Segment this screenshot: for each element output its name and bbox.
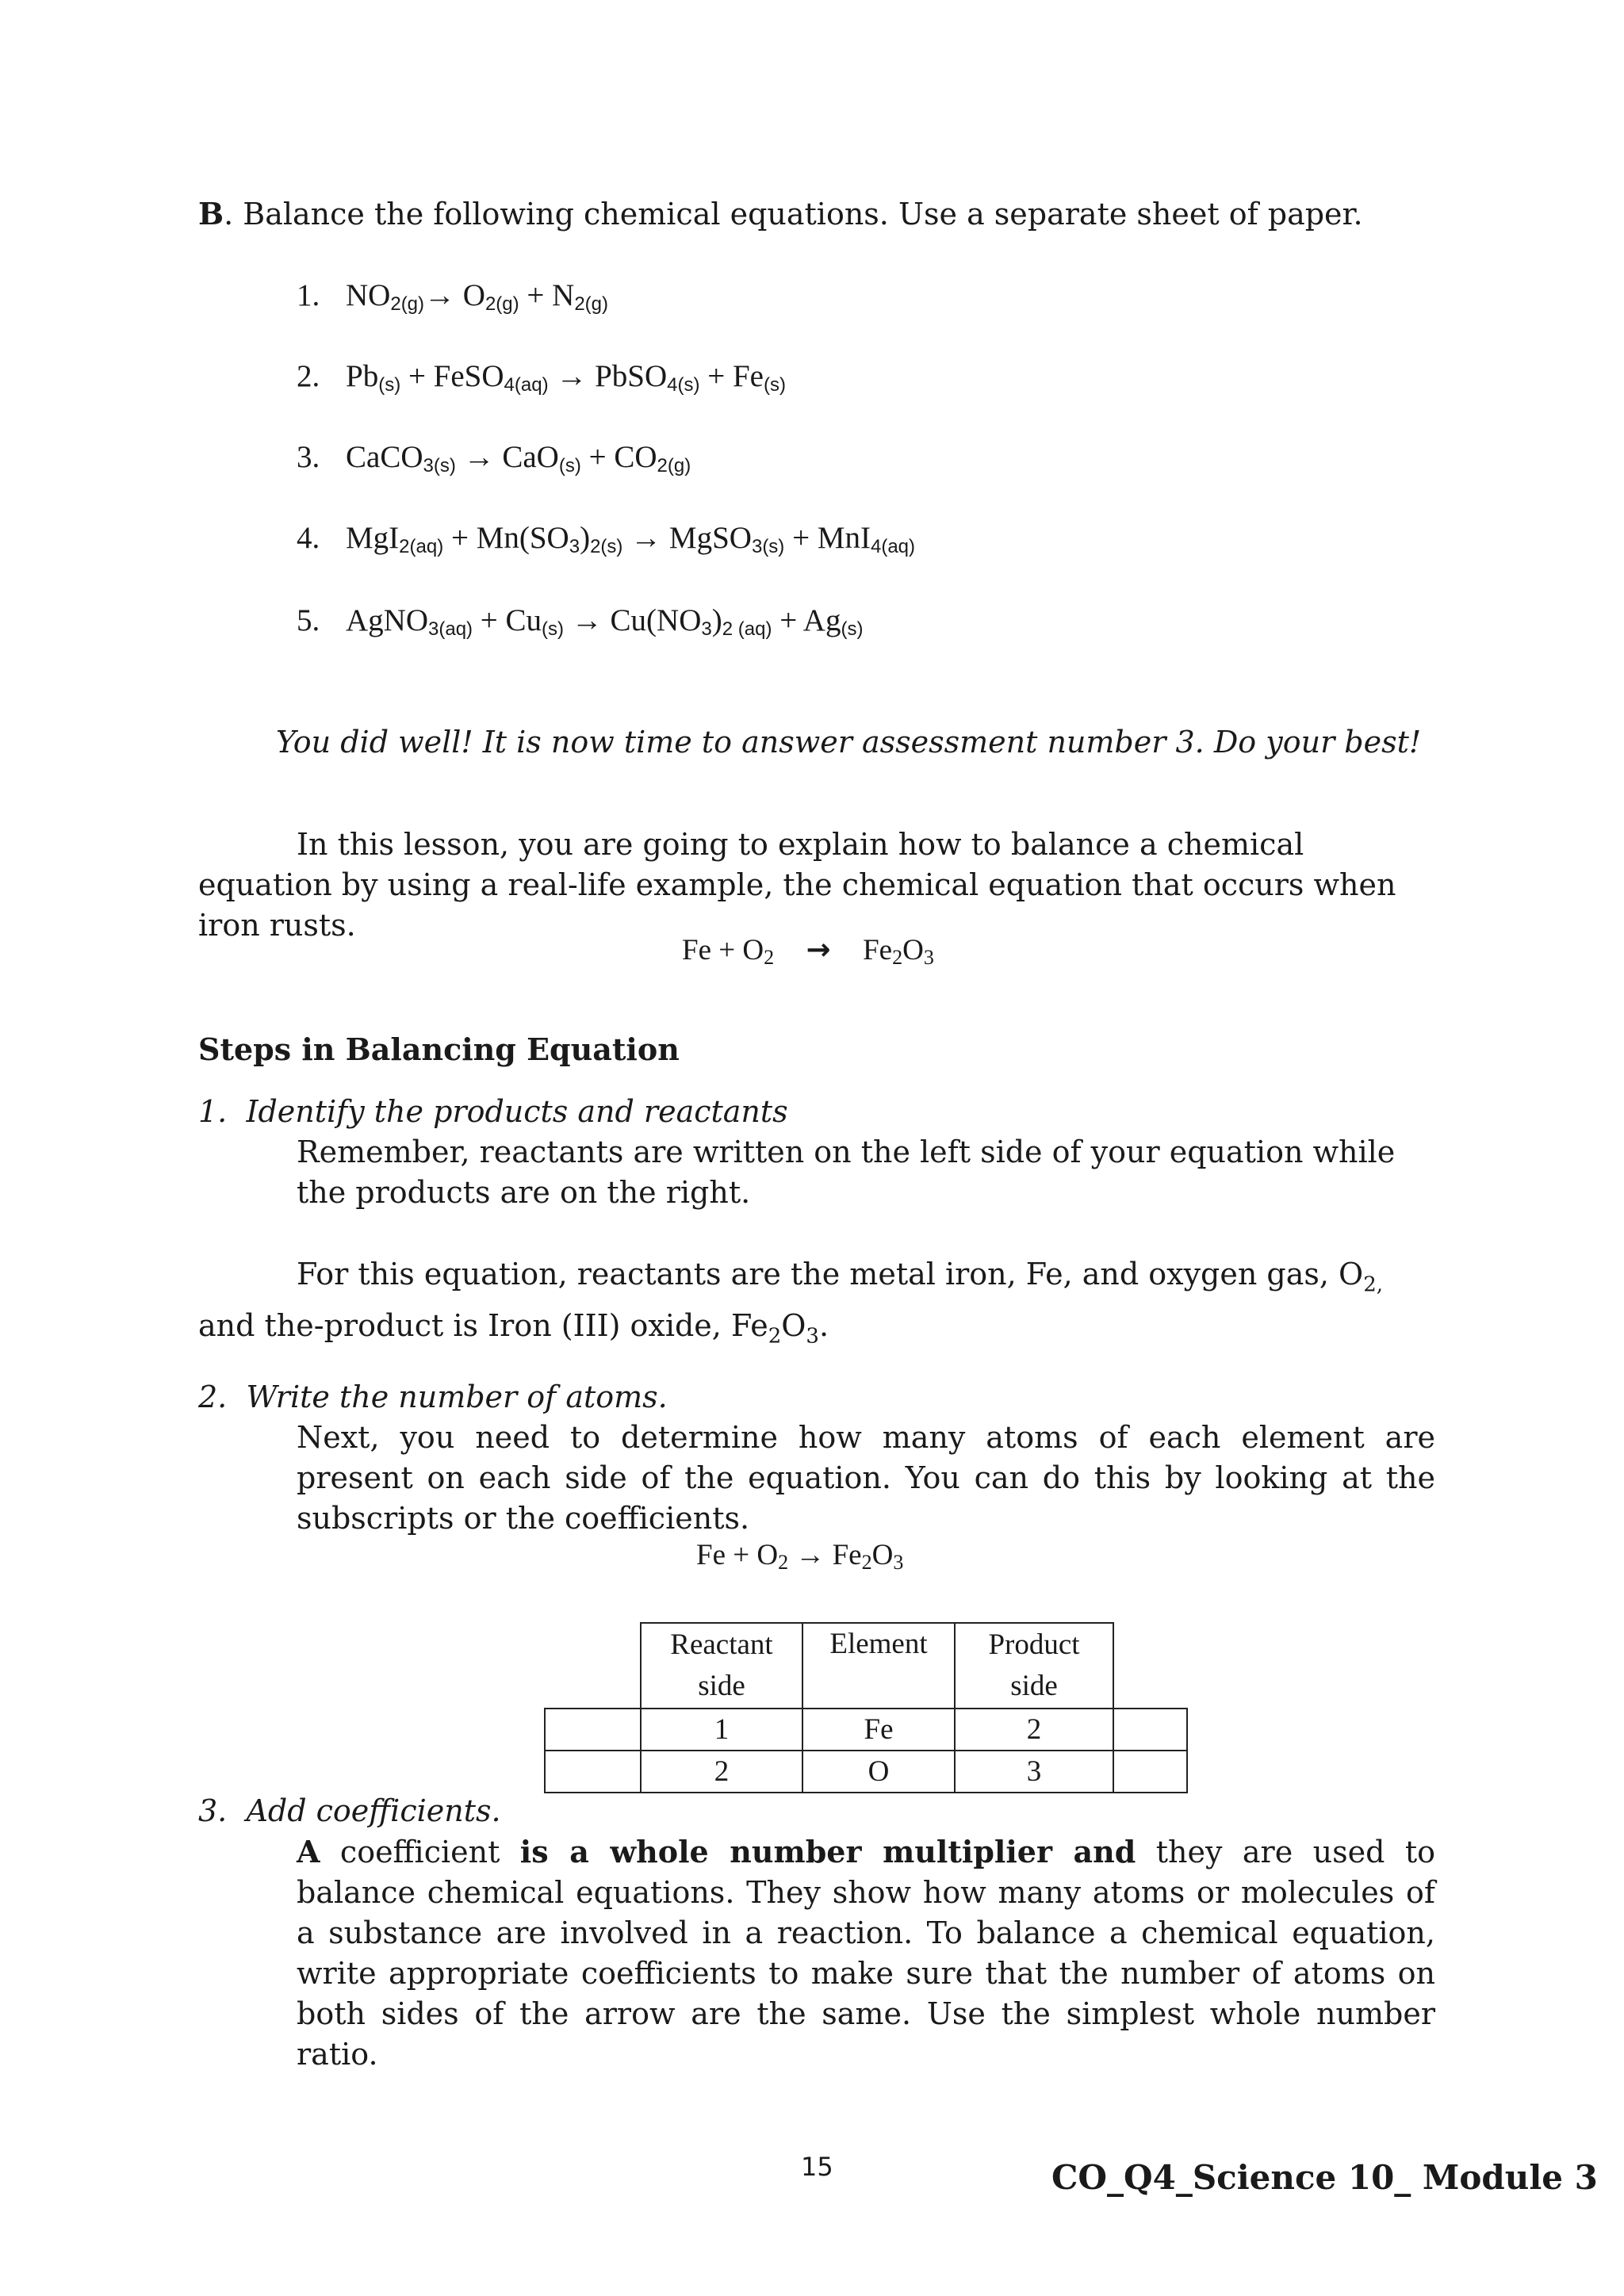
table-blank-cell xyxy=(1113,1623,1187,1709)
equation-term: Pb xyxy=(346,359,379,393)
table-empty-cell xyxy=(545,1709,641,1751)
steps-heading: Steps in Balancing Equation xyxy=(198,1031,680,1067)
equation-item xyxy=(297,277,608,316)
page-number: 15 xyxy=(801,2152,833,2182)
table-header-row xyxy=(545,1623,1187,1709)
rust-eq-product-sub2: 3 xyxy=(923,946,934,969)
step1-detail-sub: 2, xyxy=(1363,1272,1384,1297)
header-product xyxy=(955,1623,1113,1709)
step1-title xyxy=(198,1091,788,1132)
step1-body: Remember, reactants are written on the left side of your equation while the products are on the right. xyxy=(297,1135,1396,1210)
equation-term: → O xyxy=(424,278,485,312)
rust-eq-product-sub1: 2 xyxy=(892,946,903,969)
equation-subscript: 4(s) xyxy=(667,374,700,396)
step2-title-text: Write the number of atoms. xyxy=(246,1380,668,1414)
equation-term: + Ag xyxy=(772,603,841,637)
equation-subscript: 2(s) xyxy=(590,536,623,557)
step2-body: Next, you need to determine how many atoms of each element are present on each side of the equation. You can do this by looking at the subscripts or the coefficients. xyxy=(297,1420,1435,1536)
step1-detail-sub2: 2 xyxy=(768,1324,782,1349)
table-row xyxy=(545,1751,1187,1793)
step2-eq-mid: O xyxy=(871,1539,894,1571)
equation-term: → PbSO xyxy=(548,359,668,393)
header-product-line2: side xyxy=(1010,1670,1058,1702)
step2-eq-sub3: 3 xyxy=(893,1551,904,1574)
rust-eq-reactants: Fe + O xyxy=(682,934,764,966)
rust-equation xyxy=(682,932,934,970)
step2-title xyxy=(198,1376,668,1418)
equation-term: → MgSO xyxy=(622,521,752,555)
table-row xyxy=(545,1709,1187,1751)
equation-term: + FeSO xyxy=(400,359,504,393)
equation-term: → Cu(NO xyxy=(564,603,702,637)
equation-item xyxy=(297,358,786,396)
equation-term: AgNO xyxy=(346,603,428,637)
row1-element: Fe xyxy=(802,1709,955,1751)
equation-subscript: 4(aq) xyxy=(504,374,549,396)
atom-count-table xyxy=(544,1622,1188,1793)
equation-term: ) xyxy=(580,521,591,555)
rust-eq-sub: 2 xyxy=(764,946,775,969)
step3-bold-b: is a whole number multiplier and xyxy=(519,1834,1136,1869)
equation-term: ) xyxy=(711,603,722,637)
header-product-line1: Product xyxy=(988,1628,1080,1661)
step2-eq-sub2: 2 xyxy=(861,1551,872,1574)
equation-subscript: 3(s) xyxy=(751,536,785,557)
step2-eq-left: Fe + O xyxy=(696,1539,779,1571)
step2-equation xyxy=(696,1538,903,1575)
equation-subscript: 2(g) xyxy=(574,293,608,315)
equation-subscript: 3(aq) xyxy=(428,618,473,640)
step3-text-a: coefficient xyxy=(320,1835,520,1869)
equation-subscript: 2(g) xyxy=(657,455,691,476)
row2-element: O xyxy=(802,1751,955,1793)
equation-number: 1. xyxy=(297,278,320,312)
equation-term: NO xyxy=(346,278,391,312)
equation-subscript: 4(aq) xyxy=(870,536,916,557)
table-empty-cell xyxy=(545,1751,641,1793)
step3-text-b: they are used to balance chemical equations. They show how many atoms or molecules of a substance are involved in a reaction. To balance a chemical equation, write appropriate coefficients to make sure that the number of atoms on both sides of the arrow are the same. Use the simplest whole number ratio. xyxy=(297,1835,1435,2072)
equation-subscript: 3(s) xyxy=(423,455,456,476)
equation-term: + Cu xyxy=(473,603,542,637)
equation-subscript: (s) xyxy=(841,618,864,640)
step3-title-text: Add coefficients. xyxy=(246,1793,501,1828)
encouragement-text: You did well! It is now time to answer assessment number 3. Do your best! xyxy=(276,725,1422,760)
equation-subscript: 2(aq) xyxy=(399,536,444,557)
equation-term: + CO xyxy=(580,440,657,474)
step1-number: 1. xyxy=(198,1094,228,1129)
header-element xyxy=(802,1623,955,1709)
step3-title xyxy=(198,1790,501,1831)
step2-eq-arrow: → Fe xyxy=(788,1539,862,1571)
table-blank-cell xyxy=(545,1623,641,1709)
equation-subscript: (s) xyxy=(542,618,565,640)
equation-subscript: 2 (aq) xyxy=(722,618,772,640)
step1-detail-b: and the-product is Iron (III) oxide, Fe xyxy=(198,1307,768,1343)
step1-detail xyxy=(198,1254,1411,1357)
section-b-label: B xyxy=(198,196,224,232)
equation-term: + N xyxy=(519,278,575,312)
equation-term: CaCO xyxy=(346,440,423,474)
step1-detail-sub3: 3 xyxy=(806,1324,819,1349)
row1-reactant: 1 xyxy=(641,1709,802,1751)
equation-subscript: 2(g) xyxy=(390,293,425,315)
equation-subscript: 2(g) xyxy=(485,293,519,315)
section-b-instruction xyxy=(198,193,1363,235)
header-element-line1: Element xyxy=(829,1628,928,1660)
step2-number: 2. xyxy=(198,1380,228,1414)
row1-product: 2 xyxy=(955,1709,1113,1751)
row2-product: 3 xyxy=(955,1751,1113,1793)
rust-eq-arrow: → xyxy=(806,932,831,966)
equation-subscript: 3 xyxy=(701,618,712,640)
equation-term: → CaO xyxy=(455,440,559,474)
step1-title-text: Identify the products and reactants xyxy=(246,1094,788,1129)
step3-bold-a: A xyxy=(297,1834,320,1869)
section-b-text: . Balance the following chemical equations. Use a separate sheet of paper. xyxy=(224,197,1363,232)
equation-number: 5. xyxy=(297,603,320,637)
header-reactant xyxy=(641,1623,802,1709)
table-empty-cell xyxy=(1113,1751,1187,1793)
equation-item xyxy=(297,603,863,641)
header-reactant-line1: Reactant xyxy=(670,1628,773,1661)
header-reactant-line2: side xyxy=(698,1670,745,1702)
equation-term: MgI xyxy=(346,521,400,555)
rust-eq-product: Fe xyxy=(863,934,893,966)
equation-term: + Fe xyxy=(699,359,764,393)
step1-detail-a: For this equation, reactants are the metal iron, Fe, and oxygen gas, O xyxy=(297,1257,1364,1292)
step1-detail-d: . xyxy=(818,1307,829,1343)
lesson-intro: In this lesson, you are going to explain how to balance a chemical equation by using a real-life example, the chemical equation that occurs when iron rusts. xyxy=(198,827,1396,943)
module-code: CO_Q4_Science 10_ Module 3 xyxy=(1051,2158,1598,2197)
step3-number: 3. xyxy=(198,1793,228,1828)
equation-subscript: (s) xyxy=(378,374,401,396)
equation-subscript: (s) xyxy=(558,455,581,476)
equation-number: 2. xyxy=(297,359,320,393)
row2-reactant: 2 xyxy=(641,1751,802,1793)
equation-item xyxy=(297,439,691,477)
equation-subscript: (s) xyxy=(763,374,786,396)
step2-eq-sub: 2 xyxy=(778,1551,789,1574)
step3-body xyxy=(297,1831,1435,2075)
equation-term: + Mn(SO xyxy=(443,521,569,555)
equation-item xyxy=(297,520,915,558)
step1-detail-c: O xyxy=(781,1307,806,1343)
equation-number: 3. xyxy=(297,440,320,474)
rust-eq-product-mid: O xyxy=(902,934,924,966)
table-empty-cell xyxy=(1113,1709,1187,1751)
equation-number: 4. xyxy=(297,521,320,555)
equation-term: + MnI xyxy=(784,521,871,555)
equation-subscript: 3 xyxy=(569,536,580,557)
